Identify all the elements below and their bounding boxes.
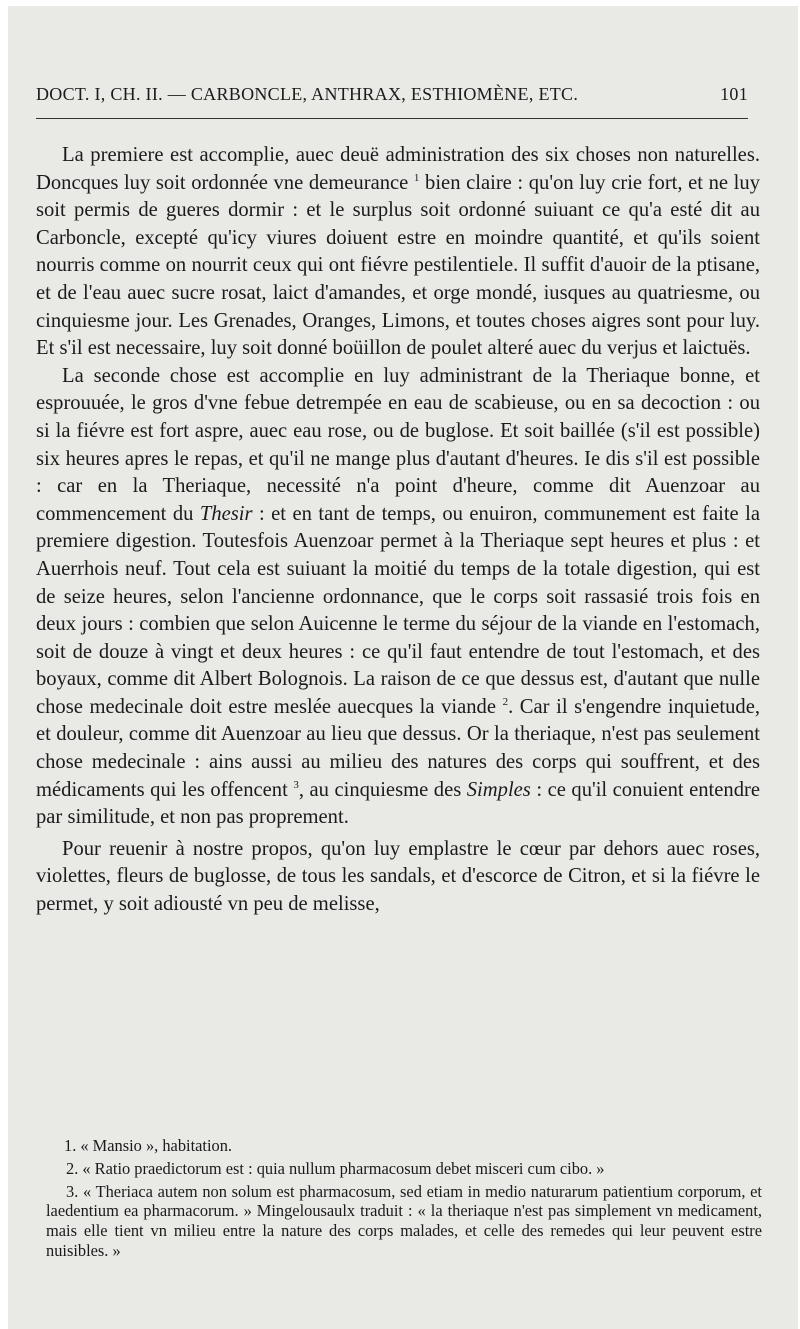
italic-thesir: Thesir [199, 502, 253, 525]
page-number: 101 [720, 84, 748, 104]
paragraph-2-text-e: : ce qu'il conuient entendre par similitude, et non pas proprement. [36, 778, 760, 829]
paragraph-2-text-c: . Car il s'engendre inquietude, et douleur, comme dit Auenzoar au lieu que dessus. Or la theriaque, n'est pas seulement chose medecinale : ains aussi au milieu des natures des corps qui souffrent, et des médicaments qui les offencent [36, 695, 760, 801]
footnote-3: 3. « Theriaca autem non solum est pharmacosum, sed etiam in medio naturarum patientium corporum, et laedentium ea pharmacorum. » Mingelousaulx traduit : « la theriaque n'est pas simplement vn medicament, mais elle tient vn milieu entre la nature des corps malades, et celle des remedes qui leur peuvent estre nuisibles. » [46, 1181, 762, 1260]
paragraph-3: Pour reuenir à nostre propos, qu'on luy emplastre le cœur par dehors auec roses, violettes, fleurs de buglosse, de tous les sandals, et d'escorce de Citron, et si la fiévre le permet, y soit adiousté vn peu de melisse, [36, 837, 760, 916]
main-text [36, 142, 760, 919]
footnote-ref-1: 1 [413, 171, 420, 184]
paragraph-2-text-b: : et en tant de temps, ou enuiron, communement est faite la premiere digestion. Toutesfois Auenzoar permet à la Theriaque sept heures et plus : et Auerrhois neuf. Tout cela est suiuant la moitié du temps de la totale digestion, qui est de seize heures, selon l'ancienne ordonnance, que le corps soit rassasié trois fois en deux jours : combien que selon Auicenne le terme du séjour de la viande en l'estomach, soit de douze à vingt et deux heures : ce qu'il faut entendre de tout l'estomach, et des boyaux, comme dit Albert Bolognois. La raison de ce que dessus est, d'autant que nulle chose medecinale doit estre meslée auecques la viande [36, 502, 760, 718]
footnote-1: 1. « Mansio », habitation. [64, 1136, 232, 1155]
header-rule [36, 118, 748, 119]
paragraph-1-text-b: bien claire : qu'on luy crie fort, et ne luy soit permis de gueres dormir : et le surplus soit ordonné suiuant ce qu'a esté dit au Carboncle, excepté qu'icy viures doiuent estre en moindre quantité, et qu'ils soient nourris comme on nourrit ceux qui ont fiévre pestilentiele. Il suffit d'auoir de la ptisane, et de l'eau auec sucre rosat, laict d'amandes, et orge mondé, iusques au quatriesme, ou cinquiesme jour. Les Grenades, Oranges, Limons, et toutes choses aigres sont pour luy. Et s'il est necessaire, luy soit donné boüillon de poulet alteré auec du verjus et laictuës. [36, 171, 760, 360]
paragraph-2 [36, 363, 760, 832]
italic-simples: Simples [466, 778, 531, 801]
paragraph-1 [36, 142, 760, 363]
footnotes [46, 1136, 762, 1264]
footnote-2: 2. « Ratio praedictorum est : quia nullum pharmacosum debet misceri cum cibo. » [66, 1158, 605, 1178]
footnote-ref-3: 3 [293, 778, 299, 791]
paragraph-2-text-d: , au cinquiesme des [298, 778, 467, 801]
running-header [36, 84, 748, 105]
paragraph-1-text-a: La premiere est accomplie, auec deuë administration des six choses non naturelles. Doncques luy soit ordonnée vne demeurance [36, 144, 760, 194]
paragraph-2-text-a: La seconde chose est accomplie en luy administrant de la Theriaque bonne, et esprouuée, le gros d'vne febue detrempée en eau de scabieuse, ou en sa decoction : ou si la fiévre est fort aspre, auec eau rose, ou de buglose. Et soit baillée (s'il est possible) six heures apres le repas, et qu'il ne mange plus d'autant d'heures. Ie dis s'il est possible : car en la Theriaque, necessité n'a point d'heure, comme dit Auenzoar au commencement du [36, 364, 760, 525]
footnote-ref-2: 2 [502, 696, 509, 709]
running-title: DOCT. I, CH. II. — CARBONCLE, ANTHRAX, ESTHIOMÈNE, ETC. [36, 84, 579, 104]
